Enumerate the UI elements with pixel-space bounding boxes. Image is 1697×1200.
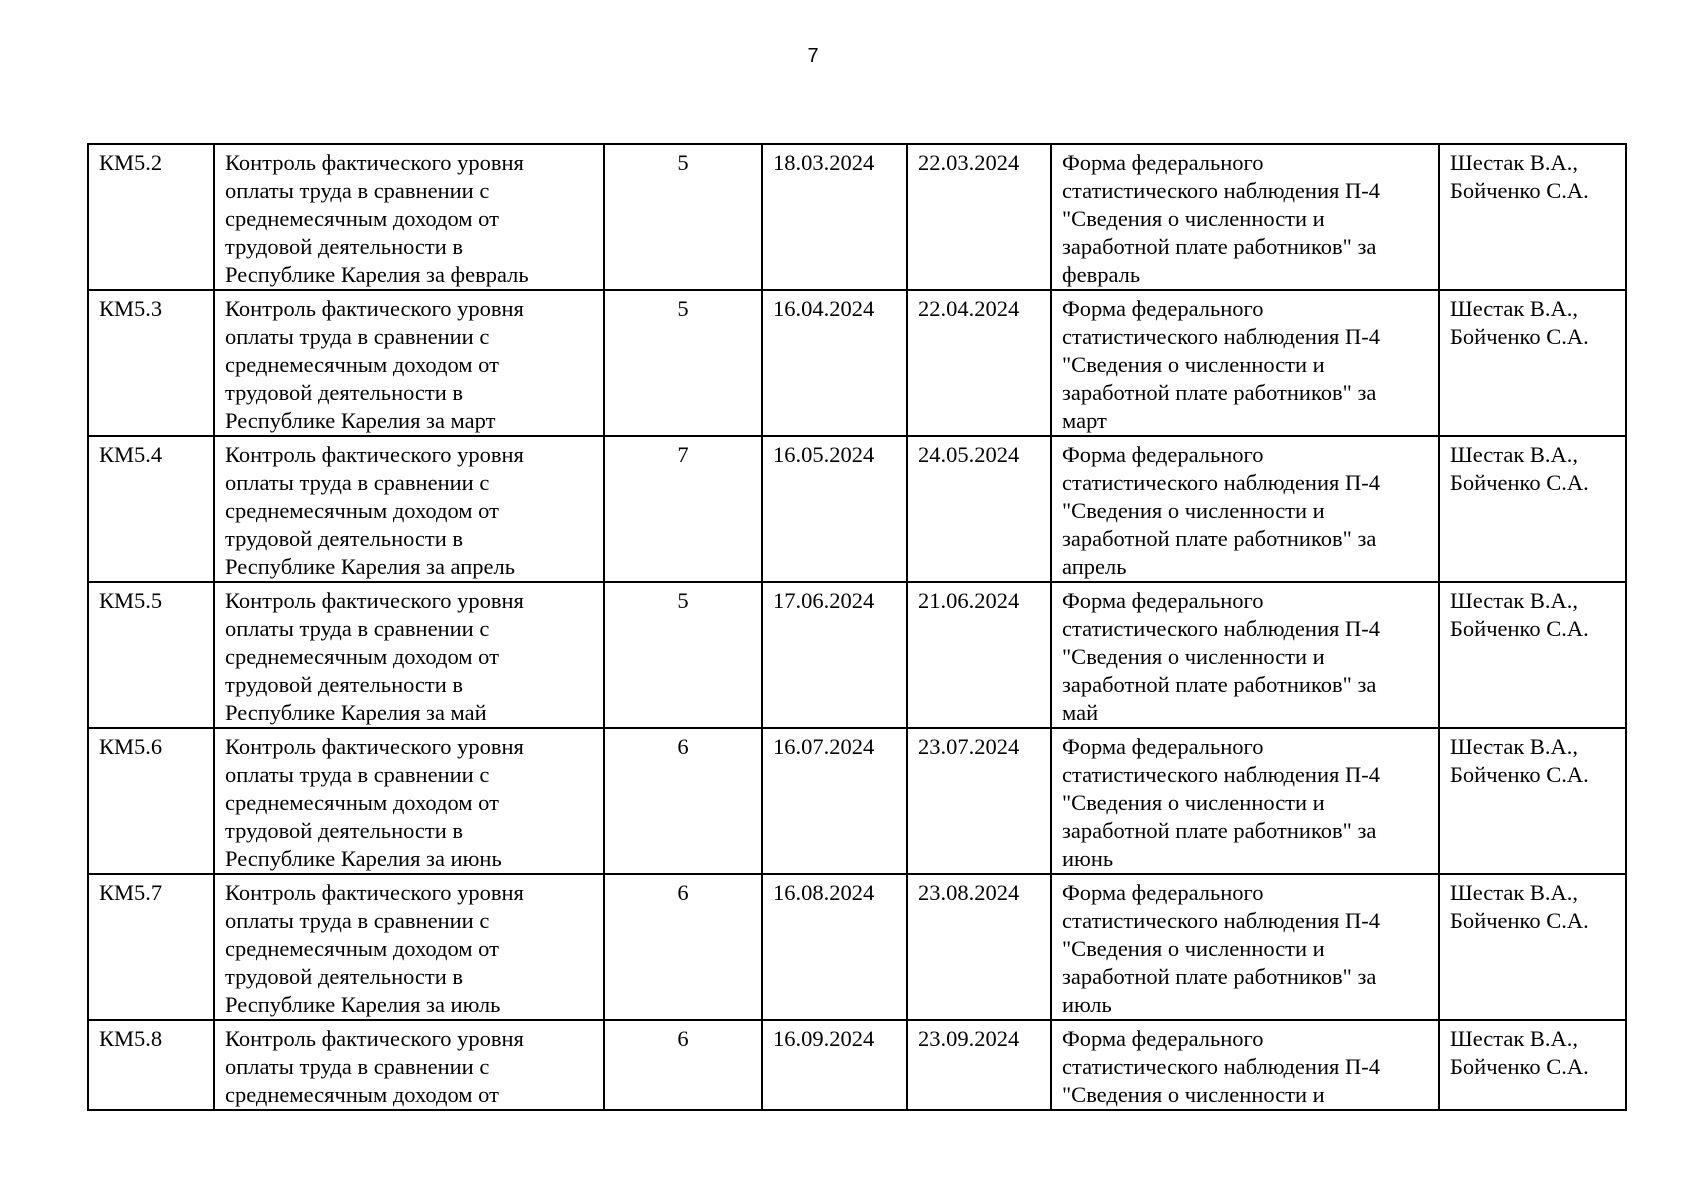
source-document xyxy=(1062,441,1428,581)
cell-line: февраль xyxy=(1062,262,1141,287)
end-date-cell xyxy=(907,728,1051,874)
event-code: КМ5.6 xyxy=(99,734,163,759)
start-date-cell xyxy=(762,874,907,1020)
cell-line: оплаты труда в сравнении с xyxy=(225,762,490,787)
event-code: КМ5.7 xyxy=(99,880,163,905)
cell-line: Шестак В.А., xyxy=(1450,296,1579,321)
cell-line: Контроль фактического уровня xyxy=(225,296,524,321)
cell-line: Форма федерального xyxy=(1062,880,1264,905)
end-date-cell xyxy=(907,874,1051,1020)
end-date: 23.07.2024 xyxy=(918,734,1020,759)
cell-line: Контроль фактического уровня xyxy=(225,880,524,905)
cell-line: заработной плате работников" за xyxy=(1062,234,1377,259)
cell-line: Бойченко С.А. xyxy=(1450,1054,1589,1079)
cell-line: статистического наблюдения П-4 xyxy=(1062,616,1380,641)
cell-line: среднемесячным доходом от xyxy=(225,936,499,961)
cell-line: оплаты труда в сравнении с xyxy=(225,470,490,495)
cell-line: Шестак В.А., xyxy=(1450,588,1579,613)
table-row xyxy=(88,1020,1626,1110)
end-date-cell xyxy=(907,144,1051,290)
cell-line: трудовой деятельности в xyxy=(225,380,464,405)
source-document xyxy=(1062,879,1428,1019)
cell-line: статистического наблюдения П-4 xyxy=(1062,1054,1380,1079)
cell-line: Республике Карелия за март xyxy=(225,408,496,433)
code-cell xyxy=(88,728,214,874)
event-code: КМ5.5 xyxy=(99,588,163,613)
code-cell xyxy=(88,874,214,1020)
days-cell xyxy=(604,874,762,1020)
description-cell xyxy=(214,436,604,582)
cell-line: "Сведения о численности и xyxy=(1062,498,1325,523)
start-date: 16.07.2024 xyxy=(773,734,875,759)
source-cell xyxy=(1051,436,1439,582)
cell-line: июнь xyxy=(1062,846,1114,871)
cell-line: Шестак В.А., xyxy=(1450,880,1579,905)
end-date: 24.05.2024 xyxy=(918,442,1020,467)
event-code: КМ5.8 xyxy=(99,1026,163,1051)
cell-line: Республике Карелия за июнь xyxy=(225,846,502,871)
cell-line: Форма федерального xyxy=(1062,150,1264,175)
cell-line: статистического наблюдения П-4 xyxy=(1062,324,1380,349)
cell-line: "Сведения о численности и xyxy=(1062,936,1325,961)
code-cell xyxy=(88,144,214,290)
cell-line: заработной плате работников" за xyxy=(1062,672,1377,697)
end-date: 23.09.2024 xyxy=(918,1026,1020,1051)
event-description xyxy=(225,441,593,581)
cell-line: оплаты труда в сравнении с xyxy=(225,908,490,933)
duration-days: 7 xyxy=(677,442,689,467)
cell-line: статистического наблюдения П-4 xyxy=(1062,908,1380,933)
days-cell xyxy=(604,582,762,728)
start-date: 16.09.2024 xyxy=(773,1026,875,1051)
cell-line: апрель xyxy=(1062,554,1127,579)
start-date-cell xyxy=(762,144,907,290)
cell-line: Бойченко С.А. xyxy=(1450,324,1589,349)
description-cell xyxy=(214,874,604,1020)
start-date: 17.06.2024 xyxy=(773,588,875,613)
cell-line: заработной плате работников" за xyxy=(1062,380,1377,405)
description-cell xyxy=(214,1020,604,1110)
responsible-persons xyxy=(1450,879,1615,935)
code-cell xyxy=(88,582,214,728)
source-document xyxy=(1062,587,1428,727)
source-cell xyxy=(1051,874,1439,1020)
description-cell xyxy=(214,582,604,728)
cell-line: Форма федерального xyxy=(1062,734,1264,759)
cell-line: Шестак В.А., xyxy=(1450,442,1579,467)
start-date-cell xyxy=(762,728,907,874)
event-code: КМ5.4 xyxy=(99,442,163,467)
start-date-cell xyxy=(762,436,907,582)
duration-days: 6 xyxy=(677,880,689,905)
responsible-cell xyxy=(1439,1020,1626,1110)
cell-line: оплаты труда в сравнении с xyxy=(225,324,490,349)
cell-line: март xyxy=(1062,408,1107,433)
cell-line: статистического наблюдения П-4 xyxy=(1062,762,1380,787)
description-cell xyxy=(214,290,604,436)
end-date: 23.08.2024 xyxy=(918,880,1020,905)
code-cell xyxy=(88,436,214,582)
start-date: 16.04.2024 xyxy=(773,296,875,321)
description-cell xyxy=(214,728,604,874)
cell-line: заработной плате работников" за xyxy=(1062,818,1377,843)
table-row xyxy=(88,582,1626,728)
cell-line: Форма федерального xyxy=(1062,442,1264,467)
start-date: 18.03.2024 xyxy=(773,150,875,175)
control-events-table xyxy=(87,143,1627,1111)
responsible-cell xyxy=(1439,436,1626,582)
start-date: 16.08.2024 xyxy=(773,880,875,905)
start-date-cell xyxy=(762,582,907,728)
end-date-cell xyxy=(907,582,1051,728)
responsible-cell xyxy=(1439,874,1626,1020)
responsible-persons xyxy=(1450,587,1615,643)
source-cell xyxy=(1051,1020,1439,1110)
days-cell xyxy=(604,728,762,874)
cell-line: июль xyxy=(1062,992,1112,1017)
cell-line: май xyxy=(1062,700,1099,725)
days-cell xyxy=(604,290,762,436)
event-description xyxy=(225,295,593,435)
cell-line: Шестак В.А., xyxy=(1450,734,1579,759)
cell-line: Форма федерального xyxy=(1062,588,1264,613)
responsible-persons xyxy=(1450,295,1615,351)
responsible-cell xyxy=(1439,144,1626,290)
table-row xyxy=(88,436,1626,582)
end-date: 22.03.2024 xyxy=(918,150,1020,175)
start-date-cell xyxy=(762,1020,907,1110)
cell-line: Бойченко С.А. xyxy=(1450,616,1589,641)
duration-days: 5 xyxy=(677,588,689,613)
responsible-persons xyxy=(1450,441,1615,497)
end-date: 21.06.2024 xyxy=(918,588,1020,613)
cell-line: "Сведения о численности и xyxy=(1062,1082,1325,1107)
cell-line: Республике Карелия за май xyxy=(225,700,487,725)
cell-line: Форма федерального xyxy=(1062,1026,1264,1051)
source-cell xyxy=(1051,728,1439,874)
cell-line: Республике Карелия за апрель xyxy=(225,554,516,579)
days-cell xyxy=(604,436,762,582)
duration-days: 6 xyxy=(677,1026,689,1051)
cell-line: Бойченко С.А. xyxy=(1450,178,1589,203)
cell-line: трудовой деятельности в xyxy=(225,964,464,989)
source-document xyxy=(1062,1025,1428,1109)
cell-line: Контроль фактического уровня xyxy=(225,588,524,613)
cell-line: Контроль фактического уровня xyxy=(225,150,524,175)
cell-line: Форма федерального xyxy=(1062,296,1264,321)
duration-days: 6 xyxy=(677,734,689,759)
table-row xyxy=(88,728,1626,874)
cell-line: Контроль фактического уровня xyxy=(225,734,524,759)
end-date-cell xyxy=(907,436,1051,582)
cell-line: среднемесячным доходом от xyxy=(225,1082,499,1107)
cell-line: трудовой деятельности в xyxy=(225,234,464,259)
cell-line: статистического наблюдения П-4 xyxy=(1062,470,1380,495)
cell-line: оплаты труда в сравнении с xyxy=(225,1054,490,1079)
start-date: 16.05.2024 xyxy=(773,442,875,467)
cell-line: заработной плате работников" за xyxy=(1062,526,1377,551)
cell-line: "Сведения о численности и xyxy=(1062,790,1325,815)
event-description xyxy=(225,733,593,873)
description-cell xyxy=(214,144,604,290)
table-row xyxy=(88,874,1626,1020)
source-cell xyxy=(1051,290,1439,436)
cell-line: "Сведения о численности и xyxy=(1062,206,1325,231)
responsible-persons xyxy=(1450,149,1615,205)
cell-line: Шестак В.А., xyxy=(1450,150,1579,175)
cell-line: Республике Карелия за июль xyxy=(225,992,501,1017)
responsible-cell xyxy=(1439,728,1626,874)
cell-line: "Сведения о численности и xyxy=(1062,352,1325,377)
cell-line: оплаты труда в сравнении с xyxy=(225,178,490,203)
source-document xyxy=(1062,149,1428,289)
duration-days: 5 xyxy=(677,296,689,321)
event-description xyxy=(225,587,593,727)
cell-line: Бойченко С.А. xyxy=(1450,470,1589,495)
event-description xyxy=(225,879,593,1019)
code-cell xyxy=(88,1020,214,1110)
cell-line: заработной плате работников" за xyxy=(1062,964,1377,989)
source-document xyxy=(1062,733,1428,873)
cell-line: среднемесячным доходом от xyxy=(225,644,499,669)
cell-line: оплаты труда в сравнении с xyxy=(225,616,490,641)
page-number: 7 xyxy=(807,45,819,67)
table-body xyxy=(88,144,1626,1110)
table-row xyxy=(88,144,1626,290)
code-cell xyxy=(88,290,214,436)
responsible-cell xyxy=(1439,582,1626,728)
cell-line: среднемесячным доходом от xyxy=(225,498,499,523)
cell-line: "Сведения о численности и xyxy=(1062,644,1325,669)
end-date-cell xyxy=(907,1020,1051,1110)
event-description xyxy=(225,1025,593,1109)
start-date-cell xyxy=(762,290,907,436)
responsible-persons xyxy=(1450,1025,1615,1081)
responsible-cell xyxy=(1439,290,1626,436)
responsible-persons xyxy=(1450,733,1615,789)
end-date-cell xyxy=(907,290,1051,436)
table-row xyxy=(88,290,1626,436)
cell-line: Шестак В.А., xyxy=(1450,1026,1579,1051)
cell-line: Контроль фактического уровня xyxy=(225,1026,524,1051)
days-cell xyxy=(604,1020,762,1110)
cell-line: среднемесячным доходом от xyxy=(225,790,499,815)
cell-line: Бойченко С.А. xyxy=(1450,762,1589,787)
days-cell xyxy=(604,144,762,290)
cell-line: трудовой деятельности в xyxy=(225,526,464,551)
source-document xyxy=(1062,295,1428,435)
source-cell xyxy=(1051,144,1439,290)
cell-line: среднемесячным доходом от xyxy=(225,352,499,377)
cell-line: статистического наблюдения П-4 xyxy=(1062,178,1380,203)
cell-line: Бойченко С.А. xyxy=(1450,908,1589,933)
end-date: 22.04.2024 xyxy=(918,296,1020,321)
cell-line: Республике Карелия за февраль xyxy=(225,262,529,287)
cell-line: трудовой деятельности в xyxy=(225,818,464,843)
cell-line: среднемесячным доходом от xyxy=(225,206,499,231)
source-cell xyxy=(1051,582,1439,728)
event-code: КМ5.3 xyxy=(99,296,163,321)
duration-days: 5 xyxy=(677,150,689,175)
cell-line: Контроль фактического уровня xyxy=(225,442,524,467)
cell-line: трудовой деятельности в xyxy=(225,672,464,697)
event-description xyxy=(225,149,593,289)
event-code: КМ5.2 xyxy=(99,150,163,175)
